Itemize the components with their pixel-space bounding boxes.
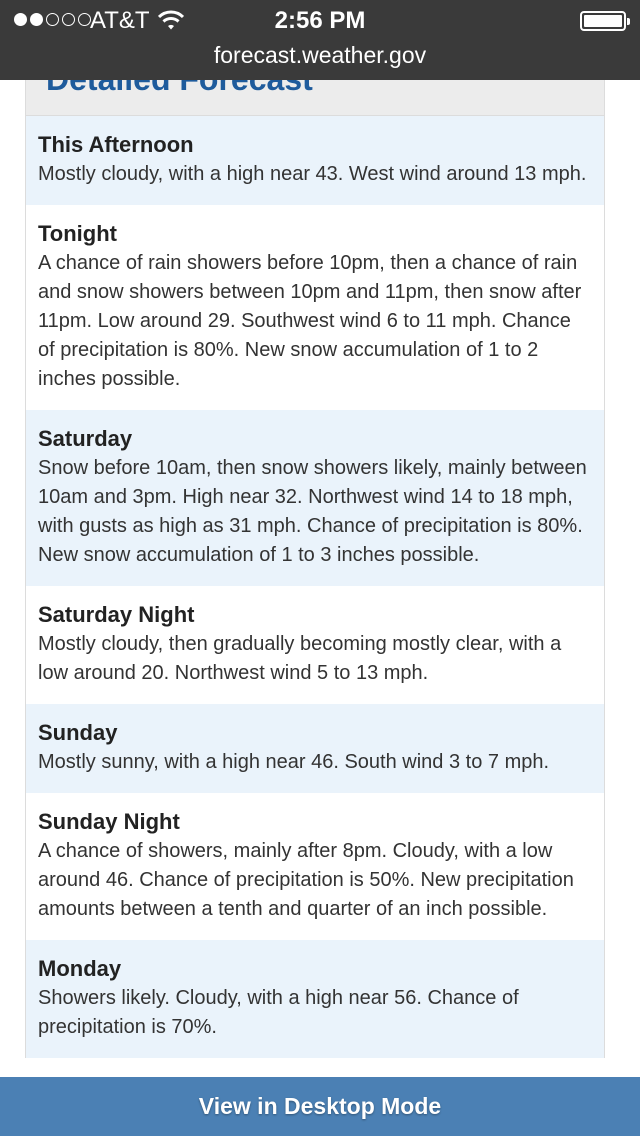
browser-top-bar [0,0,640,80]
forecast-text: Snow before 10am, then snow showers likely, mainly between 10am and 3pm. High near 32. Northwest wind 14 to 18 mph, with gusts as high as 31 mph. Chance of precipitation is 80%. New snow accumulation of 1 to 3 inches possible. [38,457,587,566]
forecast-text: A chance of showers, mainly after 8pm. Cloudy, with a low around 46. Chance of precipitation is 50%. New precipitation amounts between a tenth and quarter of an inch possible. [38,840,574,920]
forecast-row [25,793,605,940]
forecast-text: A chance of rain showers before 10pm, then a chance of rain and snow showers between 10pm and 11pm, then snow after 11pm. Low around 29. Southwest wind 6 to 11 mph. Chance of precipitation is 80%. New snow accumulation of 1 to 2 inches possible. [38,252,582,390]
forecast-text: Mostly sunny, with a high near 46. South wind 3 to 7 mph. [38,751,550,773]
battery-icon [580,11,626,31]
forecast-row [25,116,605,205]
forecast-period: Saturday Night [38,602,195,627]
forecast-text: Mostly cloudy, then gradually becoming mostly clear, with a low around 20. Northwest wind 5 to 13 mph. [38,633,562,684]
forecast-text: Mostly cloudy, with a high near 43. West wind around 13 mph. [38,163,587,185]
forecast-row [25,205,605,410]
desktop-mode-label: View in Desktop Mode [198,1093,442,1119]
carrier-name: AT&T [90,7,150,34]
status-bar [0,0,640,40]
forecast-row [25,410,605,586]
forecast-row [25,586,605,704]
url-bar[interactable]: forecast.weather.gov [213,42,427,68]
forecast-row [25,940,605,1058]
clock: 2:56 PM [274,7,366,34]
forecast-period: Sunday Night [38,809,180,834]
desktop-mode-button[interactable] [0,1077,640,1136]
forecast-period: Saturday [38,426,133,451]
forecast-period: This Afternoon [38,132,194,157]
forecast-row [25,704,605,793]
forecast-period: Tonight [38,221,117,246]
forecast-period: Monday [38,956,122,981]
forecast-panel [25,40,605,1058]
forecast-text: Showers likely. Cloudy, with a high near 56. Chance of precipitation is 70%. [38,987,519,1038]
forecast-period: Sunday [38,720,118,745]
